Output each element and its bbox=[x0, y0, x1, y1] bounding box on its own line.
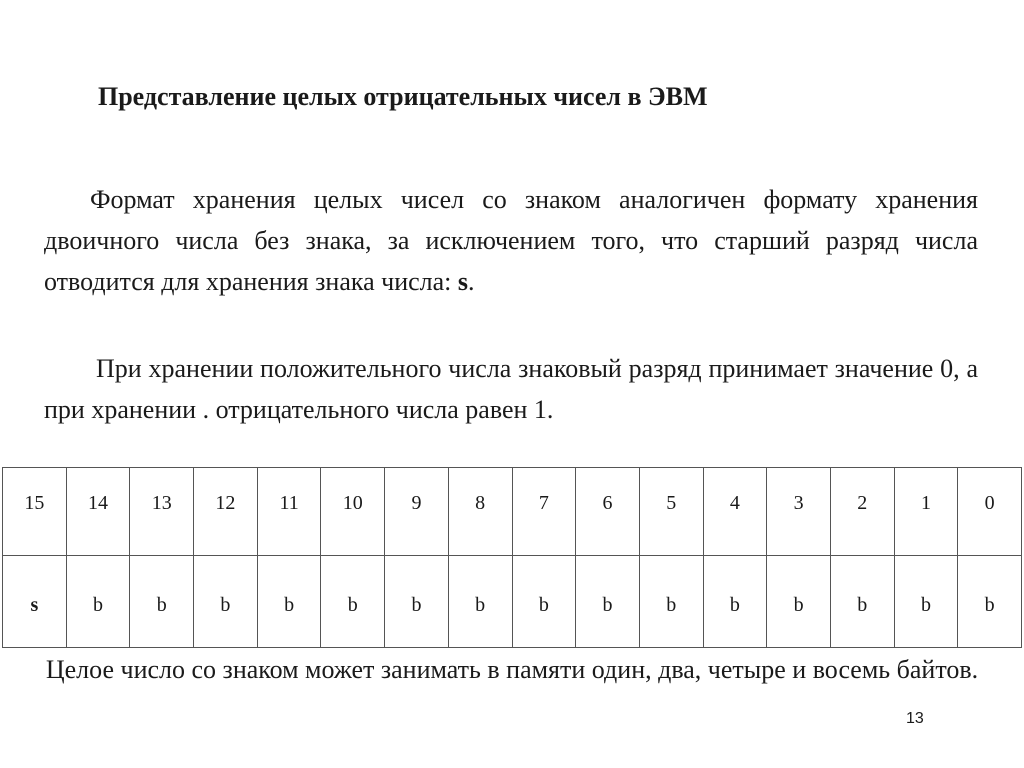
bit-value-cell: b bbox=[703, 556, 767, 648]
bit-position-cell: 14 bbox=[66, 468, 130, 556]
slide-title: Представление целых отрицательных чисел в ЭВМ bbox=[98, 82, 708, 111]
bit-position-row bbox=[3, 468, 1022, 556]
bit-value-cell: b bbox=[639, 556, 703, 648]
bit-value-cell: b bbox=[257, 556, 321, 648]
format-paragraph-end: . bbox=[468, 267, 475, 296]
bit-value-cell: b bbox=[66, 556, 130, 648]
format-paragraph bbox=[44, 179, 978, 302]
bit-position-cell: 12 bbox=[194, 468, 258, 556]
bit-position-cell: 2 bbox=[830, 468, 894, 556]
sign-bit-symbol: s bbox=[457, 267, 469, 296]
bit-position-cell: 15 bbox=[3, 468, 67, 556]
bit-value-row bbox=[3, 556, 1022, 648]
bit-position-cell: 0 bbox=[958, 468, 1022, 556]
footer-text: Целое число со знаком может занимать в памяти один, два, четыре и восемь байтов. bbox=[45, 655, 979, 684]
bit-value-cell: b bbox=[385, 556, 449, 648]
bit-value-cell: b bbox=[512, 556, 576, 648]
bit-value-cell: b bbox=[321, 556, 385, 648]
sign-paragraph: При хранении положительного числа знаковый разряд принимает значение 0, а при хранении . отрицательного числа равен 1. bbox=[44, 354, 978, 424]
bit-value-cell: b bbox=[194, 556, 258, 648]
sign-bit-cell: s bbox=[3, 556, 67, 648]
bit-position-cell: 4 bbox=[703, 468, 767, 556]
bit-value-cell: b bbox=[894, 556, 958, 648]
bit-position-cell: 13 bbox=[130, 468, 194, 556]
bit-position-cell: 3 bbox=[767, 468, 831, 556]
page-number: 13 bbox=[906, 710, 924, 727]
bit-value-cell: b bbox=[830, 556, 894, 648]
bit-position-cell: 1 bbox=[894, 468, 958, 556]
bit-value-cell: b bbox=[576, 556, 640, 648]
bit-position-cell: 8 bbox=[448, 468, 512, 556]
bit-position-cell: 6 bbox=[576, 468, 640, 556]
bit-value-cell: b bbox=[767, 556, 831, 648]
bit-value-cell: b bbox=[448, 556, 512, 648]
bit-position-cell: 9 bbox=[385, 468, 449, 556]
bit-value-cell: b bbox=[958, 556, 1022, 648]
bit-position-cell: 7 bbox=[512, 468, 576, 556]
bit-position-cell: 5 bbox=[639, 468, 703, 556]
bit-position-cell: 10 bbox=[321, 468, 385, 556]
bit-layout-table bbox=[2, 467, 1022, 648]
format-paragraph-text: Формат хранения целых чисел со знаком аналогичен формату хранения двоичного числа без знака, за исключением того, что старший разряд числа отводится для хранения знака числа: bbox=[44, 185, 978, 296]
bit-value-cell: b bbox=[130, 556, 194, 648]
bit-position-cell: 11 bbox=[257, 468, 321, 556]
